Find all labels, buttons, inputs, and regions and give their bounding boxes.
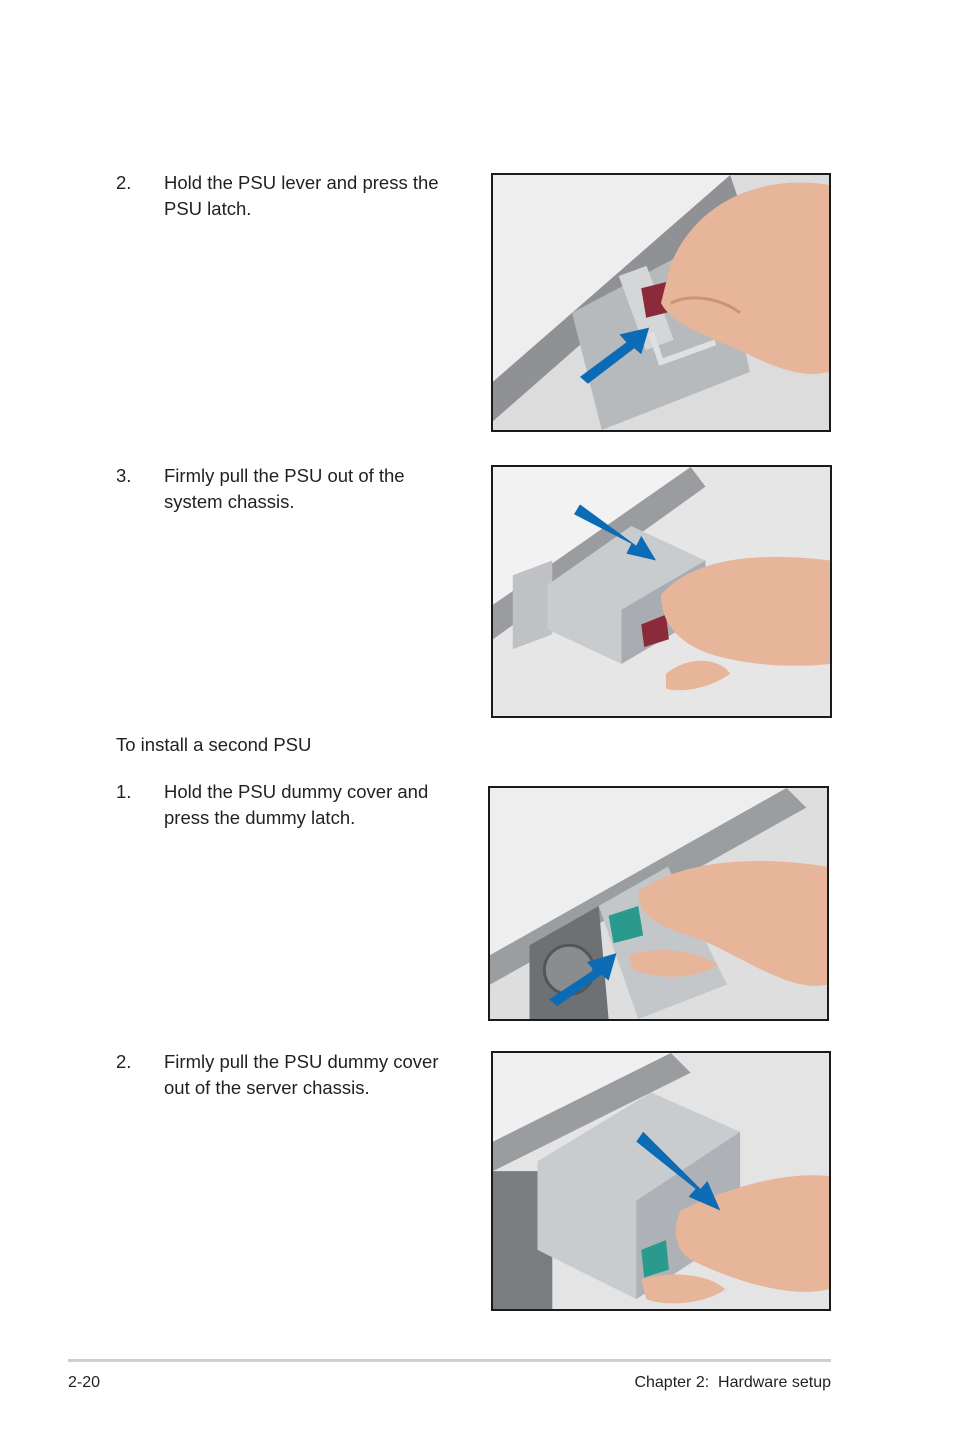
step-hold-psu-lever bbox=[116, 170, 466, 222]
step-hold-dummy-cover bbox=[116, 779, 466, 831]
step-pull-dummy-cover bbox=[116, 1049, 466, 1101]
step-text: Hold the PSU dummy cover and press the dummy latch. bbox=[164, 781, 429, 828]
step-number: 2. bbox=[116, 1051, 132, 1072]
step-text: Firmly pull the PSU out of the system chassis. bbox=[164, 465, 405, 512]
step-text: Firmly pull the PSU dummy cover out of the server chassis. bbox=[164, 1051, 439, 1098]
step-text: Hold the PSU lever and press the PSU latch. bbox=[164, 172, 439, 219]
photo-pull-psu-out bbox=[491, 465, 832, 718]
section-heading: To install a second PSU bbox=[116, 734, 312, 755]
chapter-title: Chapter 2: Hardware setup bbox=[634, 1374, 831, 1391]
page-number: 2-20 bbox=[68, 1374, 101, 1391]
step-number: 1. bbox=[116, 781, 132, 802]
photo-press-psu-latch bbox=[491, 173, 831, 432]
footer-divider bbox=[68, 1359, 831, 1362]
step-number: 3. bbox=[116, 465, 132, 486]
photo-press-dummy-latch bbox=[488, 786, 829, 1021]
photo-pull-dummy-cover bbox=[491, 1051, 831, 1311]
step-pull-psu-out bbox=[116, 463, 466, 515]
step-number: 2. bbox=[116, 172, 132, 193]
